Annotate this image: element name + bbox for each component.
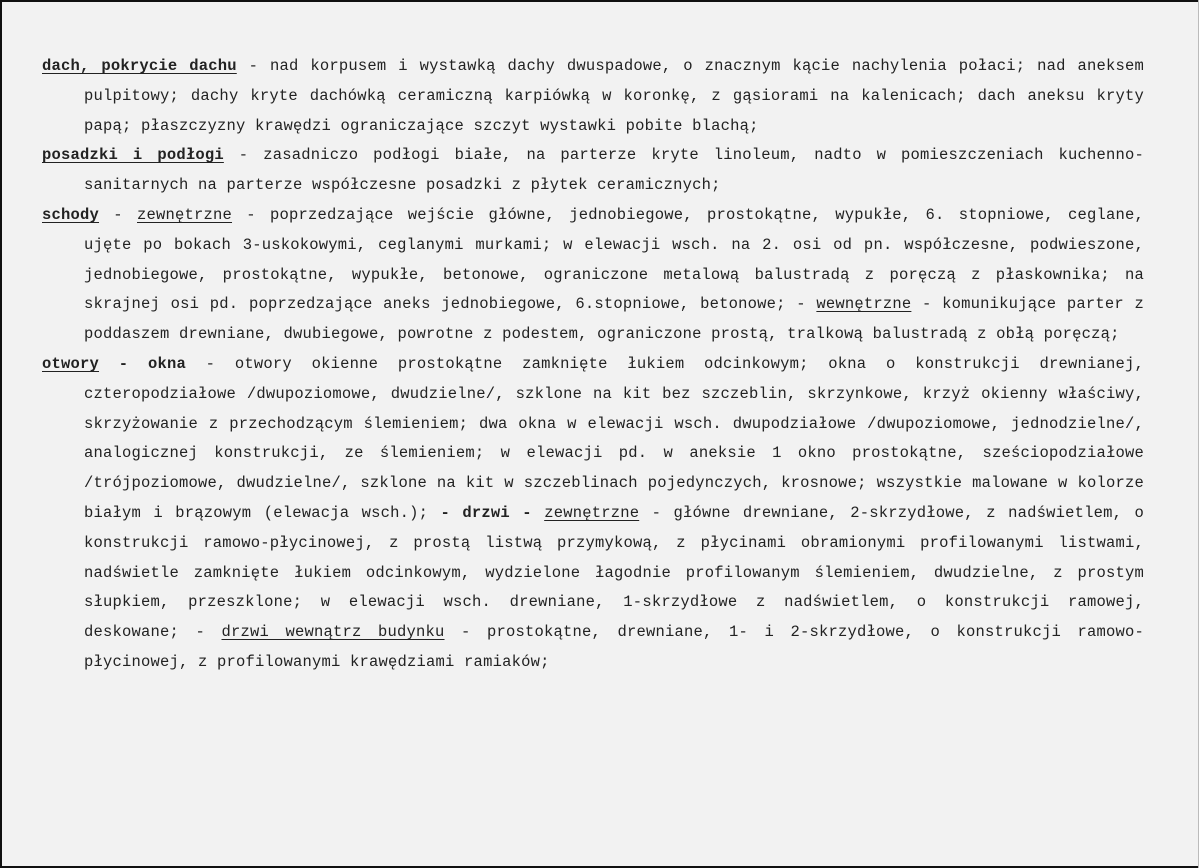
entry-text: - xyxy=(99,205,137,224)
entry-dach xyxy=(42,52,1144,141)
entry-text xyxy=(532,504,544,522)
entry-text: - główne drewniane, 2-skrzydłowe, z nadświetlem, o konstrukcji ramowo-płycinowej, z prostą listwą przymykową, z płycinami obramionymi profilowanymi listwami, nadświetle zamknięte łukiem odcinkowym, wydzielone łagodnie profilowanym ślemieniem, dwudzielne, z prostym słupkiem, przeszklone; w elewacji wsch. drewniane, 1-skrzydłowe z nadświetlem, o konstrukcji ramowej, deskowane; - xyxy=(84,503,1144,642)
entry-posadzki xyxy=(42,141,1144,201)
entry-text: - prostokątne, drewniane, 1- i 2-skrzydłowe, o konstrukcji ramowo-płycinowej, z profilowanymi krawędziami ramiaków; xyxy=(84,623,1144,671)
entry-text: - zasadniczo podłogi białe, na parterze kryte linoleum, nadto w pomieszczeniach kuchenno-sanitarnych na parterze współczesne posadzki z płytek ceramicznych; xyxy=(84,146,1145,195)
document-body xyxy=(42,52,1144,678)
scan-border-left xyxy=(0,0,2,868)
label-drzwi: - drzwi - xyxy=(440,503,532,522)
entry-text: - komunikujące parter z poddaszem drewniane, dwubiegowe, powrotne z podestem, ograniczone prostą, tralkową balustradą z obłą poręczą; xyxy=(84,295,1144,344)
entry-term: dach, pokrycie dachu xyxy=(42,57,237,75)
subheading-wewnetrzne: wewnętrzne xyxy=(816,295,912,314)
entry-text: - otwory okienne prostokątne zamknięte łukiem odcinkowym; okna o konstrukcji drewnianej, czteropodziałowe /dwupoziomowe, dwudzielne/, szklone na kit bez szczeblin, skrzynkowe, krzyż okienny właściwy, skrzyżowanie z przechodzącym ślemieniem; dwa okna w elewacji wsch. dwupodziałowe /dwupoziomowe, jednodzielne/, analogicznej konstrukcji, ze ślemieniem; w elewacji pd. w aneksie 1 okno prostokątne, sześciopodziałowe /trójpoziomowe, dwudzielne/, szklone na kit w szczeblinach pojedynczych, krosnowe; wszystkie malowane w kolorze białym i brązowym (elewacja wsch.); xyxy=(84,354,1144,522)
subheading-zewnetrzne: zewnętrzne xyxy=(544,503,640,522)
label-okna: - okna xyxy=(118,354,186,373)
entry-text xyxy=(99,355,119,373)
entry-text: - nad korpusem i wystawką dachy dwuspadowe, o znacznym kącie nachylenia połaci; nad aneksem pulpitowy; dachy kryte dachówką ceramiczną karpiówką w koronkę, z gąsiorami na kalenicach; dach aneksu kryty papą; płaszczyzny krawędzi ograniczające szczyt wystawki pobite blachą; xyxy=(84,57,1145,135)
entry-term: otwory xyxy=(42,354,100,373)
entry-otwory xyxy=(42,350,1144,678)
subheading-drzwi-wewnatrz: drzwi wewnątrz budynku xyxy=(221,623,445,642)
entry-text: - poprzedzające wejście główne, jednobiegowe, prostokątne, wypukłe, 6. stopniowe, ceglane, ujęte po bokach 3-uskokowymi, ceglanymi murkami; w elewacji wsch. na 2. osi od pn. współczesne, podwieszone, jednobiegowe, prostokątne, wypukłe, betonowe, ograniczone metalową balustradą z poręczą z płaskownika; na skrajnej osi pd. poprzedzające aneks jednobiegowe, 6.stopniowe, betonowe; - xyxy=(84,205,1144,314)
scan-border-top xyxy=(0,0,1199,2)
entry-schody xyxy=(42,201,1144,350)
entry-term: posadzki i podłogi xyxy=(42,146,224,165)
entry-term: schody xyxy=(42,205,100,224)
subheading-zewnetrzne: zewnętrzne xyxy=(137,205,233,224)
